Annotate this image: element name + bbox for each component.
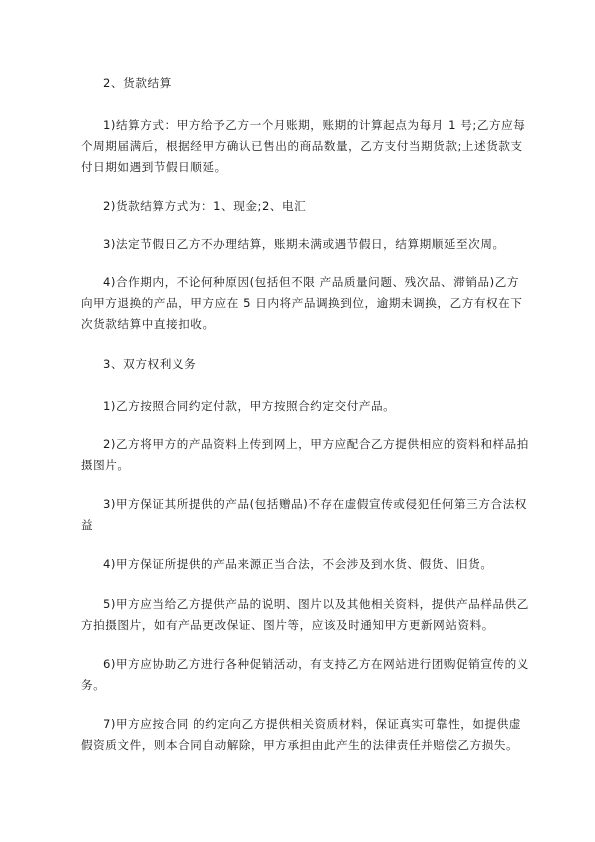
clause-settlement-method: 1)结算方式：甲方给予乙方一个月账期，账期的计算起点为每月 1 号;乙方应每个周期届满后，根据经甲方确认已售出的商品数量，乙方支付当期货款;上述货款支付日期如遇到节假日顺延。	[81, 118, 526, 174]
clause-payment-delivery: 1)乙方按照合同约定付款，甲方按照合约定交付产品。	[103, 399, 396, 413]
section-heading-payment: 2、货款结算	[103, 76, 172, 90]
section-heading-rights: 3、双方权利义务	[103, 357, 197, 371]
clause-product-materials: 2)乙方将甲方的产品资料上传到网上，甲方应配合乙方提供相应的资料和样品拍摄图片。	[81, 437, 529, 472]
clause-payment-methods: 2)货款结算方式为：1、现金;2、电汇	[103, 199, 307, 213]
clause-promotion-support: 6)甲方应协助乙方进行各种促销活动，有支持乙方在网站进行团购促销宣传的义务。	[81, 657, 529, 692]
clause-no-false-advertising: 3)甲方保证其所提供的产品(包括赠品)不存在虚假宣传或侵犯任何第三方合法权益	[81, 497, 527, 532]
clause-holiday-settlement: 3)法定节假日乙方不办理结算，账期未满或遇节假日，结算期顺延至次周。	[103, 237, 505, 251]
clause-product-info: 5)甲方应当给乙方提供产品的说明、图片以及其他相关资料，提供产品样品供乙方拍摄图片，如有产品更改保证、图片等，应该及时通知甲方更新网站资料。	[81, 597, 529, 632]
clause-legal-source: 4)甲方保证所提供的产品来源正当合法，不会涉及到水货、假货、旧货。	[103, 557, 493, 571]
clause-qualification-materials: 7)甲方应按合同 的约定向乙方提供相关资质材料，保证真实可靠性，如提供虚假资质文件，则本合同自动解除，甲方承担由此产生的法律责任并赔偿乙方损失。	[81, 717, 521, 752]
clause-product-exchange: 4)合作期内，不论何种原因(包括但不限 产品质量问题、残次品、滞销品)乙方向甲方退换的产品，甲方应在 5 日内将产品调换到位，逾期未调换，乙方有权在下次货款结算中直接扣收。	[81, 275, 523, 331]
